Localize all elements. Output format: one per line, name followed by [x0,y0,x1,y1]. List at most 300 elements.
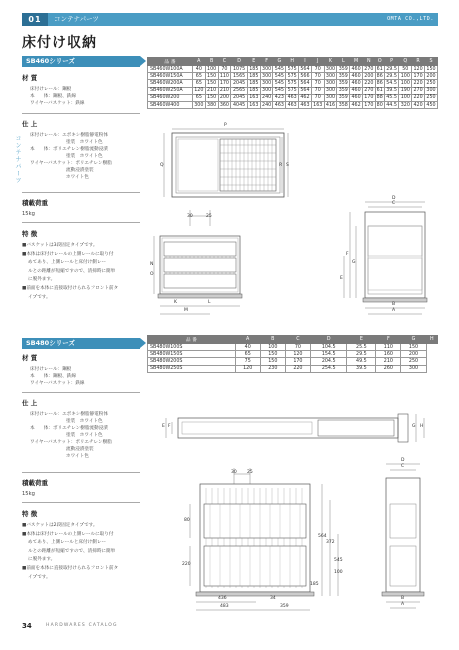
table-cell: 2045 [231,80,248,87]
divider [22,222,140,223]
table-cell: 54.5 [384,80,399,87]
table-cell: 163 [249,102,259,108]
table-cell: 120 [285,351,310,358]
table-cell: 70 [218,66,231,73]
table-cell: 300 [325,80,336,86]
table-cell: 88 [376,95,383,101]
table-cell: SB480W250S [148,365,236,372]
table-cell: 170 [219,80,229,86]
table-cell: 80 [376,102,383,108]
feature-line: めてあり、上側レールと床付け側レー [28,260,107,266]
material-line: 床付けレール：鋼板 [30,87,72,92]
table-cell: 65 [192,94,205,101]
table-cell: 170 [364,95,374,101]
finish-line: 塗装 ホワイト色 [66,433,103,438]
table-cell: 250 [426,80,436,86]
load-block-sb480 [22,478,140,498]
feature-line: ■前面を本体に直接取付けられるフロント前タ [22,285,119,291]
feature-line: に脱外ます。 [28,277,56,283]
table-cell: 163 [313,102,323,108]
table-cell: 110 [376,344,401,351]
table-cell: 70 [285,344,310,351]
table-cell: 230 [260,365,285,372]
dim-label: 185 [310,582,319,587]
feature-line: に脱外ます。 [28,557,56,563]
dimension-table-sb460 [147,57,438,109]
table-cell: 545 [274,66,284,72]
table-header-cell: B [205,58,218,66]
dim-label: 34 [270,596,276,601]
table-cell: 300 [325,88,336,94]
table-cell: 463 [287,102,297,108]
table-header-cell: J [311,58,324,66]
dim-label: 25 [206,214,212,219]
table-cell: 120 [235,365,260,372]
table-header-cell: M [350,58,363,66]
feature-line: ■バスケットは2段固定タイプです。 [22,523,98,528]
table-cell: 70 [311,94,324,101]
table-cell: 65 [235,351,260,358]
load-value: 15kg [22,491,35,497]
table-header-cell: Q [399,58,412,66]
table-cell: SB480W100S [148,344,236,351]
table-cell: 460 [351,95,361,101]
table-cell: 358 [338,102,348,108]
table-cell: SB460W200 [148,94,193,101]
table-row [148,365,438,372]
table-cell: 300 [262,80,272,86]
table-cell: 359 [338,73,348,79]
table-cell: 150 [207,73,217,79]
dim-label: B [392,302,396,307]
table-cell: 220 [413,95,423,101]
table-cell: 575 [287,88,297,94]
table-cell: 120 [413,66,423,72]
table-cell: 100 [400,73,410,79]
table-cell: 210 [207,88,217,94]
dim-label: G [412,424,416,429]
dim-label: Q [160,163,164,168]
table-cell: 100 [400,80,410,86]
material-line: ワイヤーバスケット：鉄線 [30,101,85,106]
divider [22,472,140,473]
table-cell: 70 [311,80,324,87]
table-cell: 220 [364,80,374,86]
table-header-cell: D [231,58,248,66]
finish-block-sb460 [22,119,140,181]
table-cell: 39.5 [347,365,376,372]
table-cell: SB460W250A [148,87,193,94]
table-header-cell: O [375,58,384,66]
dim-label: N [150,262,154,267]
table-header-cell: F [260,58,273,66]
dim-label: 100 [334,570,343,575]
table-cell: 65 [192,80,205,87]
feature-line: ルとの距離が短縮ですので、清掃時に簡単 [28,548,116,554]
table-cell: 200 [401,351,426,358]
table-cell: 300 [262,88,272,94]
table-cell: 210 [376,358,401,365]
table-header-cell: C [285,336,310,344]
brand-name: OMTA CO.,LTD. [387,16,434,22]
divider [22,113,140,114]
table-cell: 320 [400,102,410,108]
dim-label: M [184,308,188,313]
table-cell: 462 [300,95,310,101]
table-cell: 2045 [231,94,248,101]
table-cell: 29.5 [347,351,376,358]
dim-label: 30 [231,470,237,475]
dim-label: 483 [220,604,229,609]
table-header-cell: L [337,58,350,66]
table-cell: 462 [351,102,361,108]
table-cell: 1565 [231,73,248,80]
feature-line: イプです。 [28,294,51,300]
table-cell: 564 [300,88,310,94]
table-row [148,66,438,73]
divider [22,392,140,393]
table-cell: 185 [249,73,259,79]
table-header-row [148,58,438,66]
table-cell: 120 [194,88,204,94]
table-cell: 254.5 [310,365,346,372]
table-cell: 70 [311,87,324,94]
table-cell: 150 [260,351,285,358]
category-number: 01 [22,13,48,26]
finish-line: ホワイト色 [66,454,89,459]
feature-block-sb480 [22,509,140,582]
table-header-cell: D [310,336,346,344]
dim-label: 220 [182,562,191,567]
table-cell: 300 [194,102,204,108]
table-cell: 300 [426,88,436,94]
table-cell: 86 [376,73,383,79]
table-header-cell: H [426,336,437,344]
table-cell: 545 [274,73,284,79]
table-cell: SB480W200S [148,358,236,365]
table-cell: 204.5 [310,358,346,365]
load-heading: 積載荷重 [22,199,48,207]
table-cell: 200 [219,95,229,101]
dim-label: 25 [247,470,253,475]
table-header-cell: K [324,58,337,66]
table-cell: 250 [401,358,426,365]
dim-label: S [286,163,289,168]
table-row [148,87,438,94]
material-line: 床付けレール：鋼板 [30,367,72,372]
table-cell: 200 [364,73,374,79]
table-header-cell: F [376,336,401,344]
feature-line: ルとの距離が短縮ですので、清掃時に簡単 [28,268,116,274]
table-cell: 61 [376,88,383,94]
table-cell: 360 [219,102,229,108]
table-cell: 545 [274,80,284,86]
material-block-sb480 [22,353,140,387]
table-cell: 200 [426,73,436,79]
material-heading: 材 質 [22,354,38,362]
dim-label: P [224,123,227,128]
table-header-cell: E [247,58,260,66]
feature-line: めてあり、上側レールと床付け側レー [28,540,107,546]
table-header-cell: E [347,336,376,344]
load-value: 15kg [22,211,35,217]
table-cell: 185 [249,80,259,86]
side-index-tab: コンテナパーツ [14,135,21,184]
finish-line: 本 体：ポリエチレン樹脂流動浸漬 [30,147,108,152]
table-cell: 300 [325,66,336,72]
table-header-cell: S [424,58,437,66]
finish-line: 本 体：ポリエチレン樹脂流動浸漬 [30,426,108,431]
table-header-cell: N [362,58,375,66]
feature-line: ■前面を本体に直接取付けられるフロント前タ [22,565,119,571]
table-cell: 170 [413,73,423,79]
table-header-cell: 品 番 [148,336,236,344]
table-cell: 86 [376,80,383,86]
finish-line: ワイヤーバスケット：ポリエチレン樹脂 [30,161,112,166]
table-cell: SB460W400 [148,101,193,108]
table-cell: 575 [287,73,297,79]
finish-line: ホワイト色 [66,175,89,180]
table-cell: 423 [274,95,284,101]
finish-line: ワイヤーバスケット：ポリエチレン樹脂 [30,440,112,445]
table-cell: 160 [376,351,401,358]
table-cell: 163 [249,95,259,101]
table-cell: 575 [287,66,297,72]
table-cell: 460 [351,88,361,94]
table-cell: 100 [260,344,285,351]
series-heading-sb480: SB480シリーズ [22,338,140,349]
table-cell: 40 [235,344,260,351]
table-header-cell: I [299,58,312,66]
dim-label: B [401,596,405,601]
table-cell: 463 [274,102,284,108]
table-cell: 150 [401,344,426,351]
table-header-cell: A [192,58,205,66]
finish-block-sb480 [22,398,140,460]
finish-heading: 仕 上 [22,120,38,128]
feature-block-sb460 [22,229,140,302]
dimension-table-sb480 [147,335,438,373]
finish-heading: 仕 上 [22,399,38,407]
dim-label: C [392,201,396,206]
material-block-sb460 [22,73,140,107]
table-header-cell: H [286,58,299,66]
table-cell: 463 [300,102,310,108]
table-cell: 270 [364,88,374,94]
table-cell: 545 [274,88,284,94]
feature-line: イプです。 [28,574,51,580]
dim-label: K [174,300,177,305]
table-header-cell: C [218,58,231,66]
table-cell: 150 [260,358,285,365]
table-cell: 190 [400,88,410,94]
material-heading: 材 質 [22,74,38,82]
finish-line: 塗装 ホワイト色 [66,140,103,145]
series-heading-sb460: SB460シリーズ [22,56,140,67]
table-cell: SB460W100A [148,66,193,73]
dim-label: E [340,276,343,281]
table-cell: 359 [338,80,348,86]
table-cell: 29.5 [384,73,399,80]
feature-line: ■本体は床付けレールの上側レールに取り付 [22,251,114,257]
table-cell: 300 [262,73,272,79]
table-cell: 359 [338,88,348,94]
divider [22,192,140,193]
dim-label: R [279,163,283,168]
feature-heading: 特 徴 [22,230,38,238]
finish-line: 床付けレール：エポキシ樹脂静電粉体 [30,412,108,417]
table-cell: 39.5 [384,87,399,94]
material-line: ワイヤーバスケット：鉄線 [30,381,85,386]
table-row [148,358,438,365]
table-cell: 29.5 [384,66,399,73]
table-cell: 45.5 [384,94,399,101]
dim-label: A [392,308,396,313]
table-cell: 564 [300,66,310,72]
table-row [148,80,438,87]
finish-line: 流動浸漬塗装 [66,447,94,452]
table-header-cell: A [235,336,260,344]
dim-label: 436 [218,596,227,601]
dim-label: 564 [318,534,327,539]
dim-label: D [392,196,396,201]
table-cell: 170 [285,358,310,365]
table-cell: 150 [426,66,436,72]
material-line: 本 体：鋼板、鉄線 [30,374,76,379]
table-cell: 460 [351,73,361,79]
finish-line: 流動浸漬塗装 [66,168,94,173]
drawing-sb480-side [150,454,440,614]
page-title: 床付け収納 [22,35,97,51]
table-cell: 300 [401,365,426,372]
table-row [148,94,438,101]
drawing-sb460-side [150,196,440,321]
table-cell: 104.5 [310,344,346,351]
table-cell: 460 [351,80,361,86]
table-row [148,101,438,108]
table-cell: 170 [364,102,374,108]
table-cell: SB480W150S [148,351,236,358]
table-cell: 359 [338,95,348,101]
table-cell: 40 [192,66,205,73]
table-cell: 75 [235,358,260,365]
drawing-sb460-top [158,125,293,205]
table-cell: 210 [219,88,229,94]
table-cell: 154.5 [310,351,346,358]
table-cell: 44.5 [384,101,399,108]
table-cell: 2565 [231,87,248,94]
table-cell: 61 [376,66,383,72]
drawing-sb480-top [158,400,438,450]
dim-label: O [150,272,154,277]
table-cell: 25.5 [347,344,376,351]
table-cell: SB460W150A [148,73,193,80]
feature-line: ■本体は床付けレールの上側レールに取り付 [22,531,114,537]
dim-label: G [352,260,356,265]
table-cell: 270 [364,66,374,72]
table-cell: 100 [207,66,217,72]
feature-heading: 特 徴 [22,510,38,518]
table-row [148,351,438,358]
finish-line: 塗装 ホワイト色 [66,419,103,424]
table-cell: 300 [325,95,336,101]
finish-line: 床付けレール：エポキシ樹脂静電粉体 [30,133,108,138]
dim-label: F [168,424,171,429]
dim-label: D [401,458,405,463]
table-cell: 70 [311,66,324,73]
table-cell: 300 [325,73,336,79]
table-cell: 460 [351,66,361,72]
table-cell: 420 [413,102,423,108]
table-cell: 185 [249,66,259,72]
table-cell: 463 [287,95,297,101]
dim-label: F [346,252,349,257]
page-number: 34 [22,622,32,630]
table-cell: 220 [285,365,310,372]
table-row [148,73,438,80]
table-cell: 564 [300,80,310,86]
table-cell: 260 [376,365,401,372]
category-name: コンテナパーツ [54,15,99,23]
table-cell: 100 [400,95,410,101]
table-cell: 50 [399,66,412,73]
table-cell: 70 [311,73,324,80]
table-header-cell: G [401,336,426,344]
feature-line: ■バスケットは3段固定タイプです。 [22,243,98,248]
table-cell: 575 [287,80,297,86]
table-header-row [148,336,438,344]
table-cell: 185 [249,88,259,94]
table-cell: 240 [262,95,272,101]
table-cell: 240 [262,102,272,108]
dim-label: 545 [334,558,343,563]
table-cell: 300 [262,66,272,72]
table-row [148,344,438,351]
table-cell: 566 [300,73,310,79]
table-cell: 65 [192,73,205,80]
finish-line: 塗装 ホワイト色 [66,154,103,159]
table-header-cell: G [273,58,286,66]
dim-label: 372 [326,540,335,545]
table-cell: 380 [207,102,217,108]
dim-label: 30 [187,214,193,219]
dim-label: L [208,300,211,305]
table-cell: 250 [426,95,436,101]
dim-label: E [162,424,165,429]
dim-label: 359 [280,604,289,609]
table-cell: 270 [413,88,423,94]
category-header-bar [22,13,438,26]
table-header-cell: 品 番 [148,58,193,66]
table-cell: SB460W200A [148,80,193,87]
material-line: 本 体：鋼板、鉄線 [30,94,76,99]
table-header-cell: P [384,58,399,66]
table-cell: 450 [426,102,436,108]
table-cell: 220 [413,80,423,86]
table-cell: 1075 [231,66,248,73]
load-heading: 積載荷重 [22,479,48,487]
table-cell: 150 [207,95,217,101]
table-cell: 359 [338,66,348,72]
dim-label: H [420,424,424,429]
dim-label: A [401,602,405,607]
table-header-cell: R [412,58,425,66]
divider [22,502,140,503]
load-block-sb460 [22,198,140,218]
footer-catalog-text: HARDWARES CATALOG [46,623,118,628]
table-header-cell: B [260,336,285,344]
table-cell: 416 [325,102,336,108]
